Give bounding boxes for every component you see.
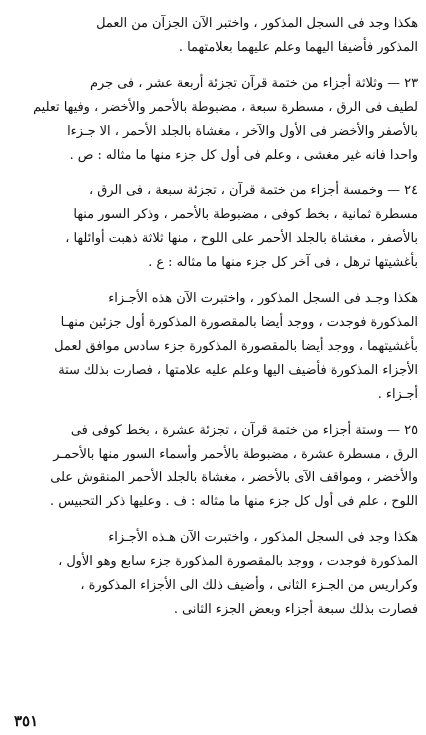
text-line: بأغشيتهما ، ووجد أيضا بالمقصورة المذكورة جزء سادس موافق لعمل	[54, 338, 418, 354]
text-line: أجـزاء .	[377, 386, 418, 402]
paragraph-6	[10, 526, 418, 622]
text-line: المذكورة فوجدت ، ووجد بالمقصورة المذكورة جزء سابع وهو الأول ،	[58, 554, 418, 570]
page-number: ٣٥١	[14, 712, 39, 730]
paragraph-4	[10, 287, 418, 407]
paragraph-1	[10, 12, 418, 60]
text-line: الرق ، مسطرة عشرة ، مضبوطة بالأحمر وأسماء السور منها بالأحمـر	[53, 446, 418, 462]
paragraph-2	[10, 72, 418, 168]
text-line: بأغشيتها ترهل ، فى آخر كل جزء منها ما مثاله : ع .	[148, 255, 418, 271]
text-line: بالأصفر ، مغشاة بالجلد الأحمر على اللوح ، منها ثلاثة ذهبت أوائلها ،	[65, 231, 418, 247]
text-line: اللوح ، علم فى أول كل جزء منها ما مثاله : ف . وعليها ذكر التحبيس .	[50, 494, 418, 510]
text-line: هكذا وجد فى السجل المذكور ، واختبر الآن الجزآن من العمل	[96, 16, 418, 31]
text-line: والأخضر ، ومواقف الآى بالأخضر ، مغشاة بالجلد الأحمر المنقوش على	[50, 470, 418, 486]
text-line: هكذا وجـد فى السجل المذكور ، واختبرت الآن هذه الأجـزاء	[108, 291, 418, 307]
text-line: ٢٣ — وثلاثة أجزاء من ختمة قرآن تجزئة أربعة عشر ، فى جرم	[90, 75, 418, 91]
text-line: لطيف فى الرق ، مسطرة سبعة ، مضبوطة بالأحمر والأخضر ، وفيها تعليم	[33, 99, 418, 115]
text-line: هكذا وجد فى السجل المذكور ، واختبرت الآن هـذه الأجـزاء	[108, 530, 418, 546]
paragraph-5	[10, 419, 418, 515]
document-page	[10, 12, 418, 634]
text-line: واحدا فانه غير مغشى ، وعلم فى أول كل جزء منها ما مثاله : ص .	[69, 147, 418, 163]
text-line: المذكورة فوجدت ، ووجد أيضا بالمقصورة المذكورة أول جزئين منهـا	[60, 314, 418, 330]
text-line: وكراريس من الجـزء الثانى ، وأضيف ذلك الى الأجزاء المذكورة ،	[80, 578, 418, 594]
text-line: ٢٤ — وخمسة أجزاء من ختمة قرآن ، تجزئة سبعة ، فى الرق ،	[89, 183, 418, 199]
text-line: الأجزاء المذكورة فأضيف اليها وعلم عليه علامتها ، فصارت بذلك ستة	[58, 362, 418, 378]
text-line: ٢٥ — وستة أجزاء من ختمة قرآن ، تجزئة عشرة ، بخط كوفى فى	[70, 422, 418, 438]
text-line: فصارت بذلك سبعة أجزاء وبعض الجزء الثانى .	[173, 601, 418, 617]
paragraph-3	[10, 179, 418, 275]
text-line: مسطرة ثمانية ، بخط كوفى ، مضبوطة بالأحمر ، وذكر السور منها	[73, 207, 418, 223]
text-line: بالأصفر والأخضر فى الأول والآخر ، مغشاة بالجلد الأحمر ، الا جـزءا	[67, 123, 418, 139]
text-line: المذكور فأضيفا اليهما وعلم عليهما بعلامتهما .	[178, 39, 418, 55]
